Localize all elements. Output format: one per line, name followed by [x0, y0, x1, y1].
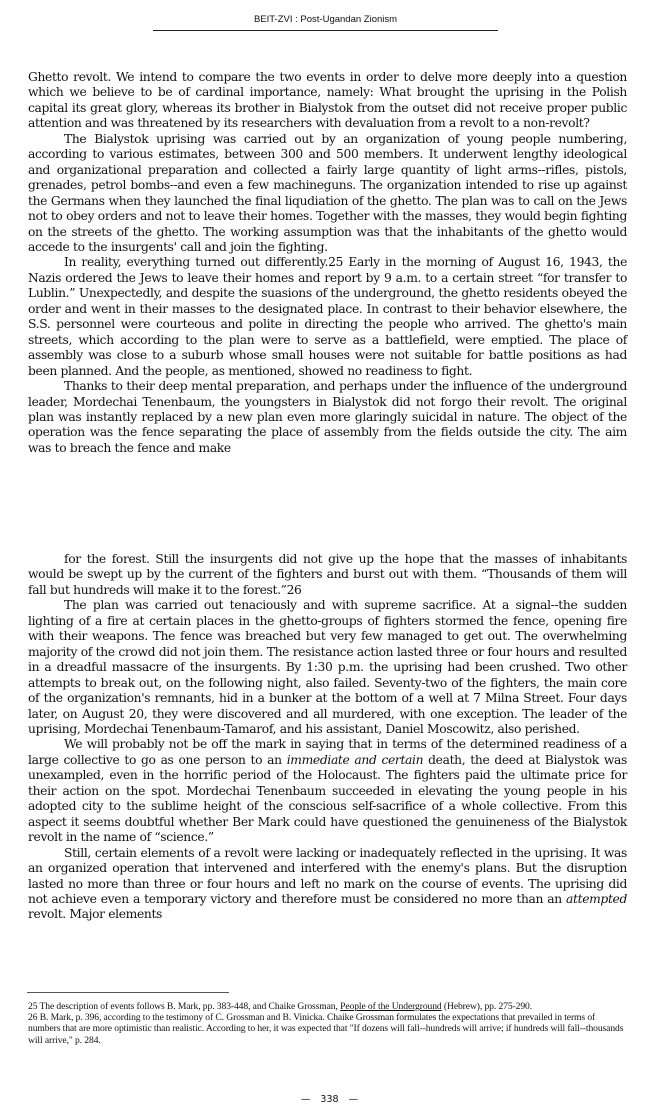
page-footer — [0, 1094, 659, 1105]
paragraph-text: Still, certain elements of a revolt were lacking or inadequately reflected in the uprising. It was an organized operation that intervened and interfered with the enemy's plans. But the disruption lasted no more than three or four hours and left no mark on the course of events. The uprising did not achieve even a temporary victory and therefore must be considered no more than an — [28, 845, 627, 906]
footnotes — [28, 1001, 627, 1046]
body-text-block-1 — [28, 70, 627, 456]
paragraph: The Bialystok uprising was carried out by an organization of young people numbering, according to various estimates, between 300 and 500 members. It underwent lengthy ideological and organizational preparation and collected a fairly large quantity of light arms--rifles, pistols, grenades, petrol bombs--and even a few machineguns. The organization intended to rise up against the Germans when they launched the final liqudiation of the ghetto. The plan was to call on the Jews not to obey orders and not to leave their homes. Together with the masses, they would begin fighting on the streets of the ghetto. The working assumption was that the inhabitants of the ghetto would accede to the insurgents' call and join the fighting. — [28, 131, 627, 254]
body-text-block-2 — [28, 552, 627, 923]
running-header-title: BEIT-ZVI : Post-Ugandan Zionism — [253, 14, 398, 25]
footnote-26: 26 B. Mark, p. 396, according to the testimony of C. Grossman and B. Vinicka. Chaike Grossman formulates the expectations that prevailed in terms of numbers that are more optimistic than realistic. According to her, it was expected that "If dozens will fall--hundreds will arrive; if hundreds will fall--thousands will arrive," p. 284. — [28, 1012, 624, 1046]
footnote-separator — [27, 992, 229, 993]
dash-left: — — [300, 1094, 311, 1105]
paragraph — [28, 737, 627, 845]
paragraph: Ghetto revolt. We intend to compare the two events in order to delve more deeply into a question which we believe to be of cardinal importance, namely: What brought the uprising in the Polish capital its great glory, whereas its brother in Bialystok from the outset did not receive proper public attention and was threatened by its researchers with devaluation from a revolt to a non-revolt? — [28, 70, 627, 131]
paragraph: In reality, everything turned out differently.25 Early in the morning of August 16, 1943, the Nazis ordered the Jews to leave their homes and report by 9 a.m. to a certain street “for transfer to Lublin.” Unexpectedly, and despite the suasions of the underground, the ghetto residents obeyed the order and went in their masses to the designated place. In contrast to their behavior elsewhere, the S.S. personnel were courteous and polite in directing the people who arrived. The ghetto's main streets, which according to the plan were to serve as a battlefield, were emptied. The place of assembly was close to a suburb whose small houses were not suitable for battle positions as had been planned. And the people, as mentioned, showed no readiness to fight. — [28, 255, 627, 378]
paragraph-text: death, the deed at Bialystok was unexampled, even in the horrific period of the Holocaust. The fighters paid the ultimate price for their action on the spot. Mordechai Tenenbaum succeeded in elevating the young people in his adopted city to the sublime height of the conscious self-sacrifice of a whole collective. From this aspect it seems doubtful whether Ber Mark could have questioned the genuineness of the Bialystok revolt in the name of “science.” — [28, 752, 627, 845]
paragraph-text: We will probably not be off the mark in saying that in terms of the determined readiness of a large collective to go as one person to an — [28, 737, 627, 767]
header-rule — [153, 30, 498, 31]
footnote-text: 25 The description of events follows B. Mark, pp. 383-448, and Chaike Grossman, — [28, 1001, 341, 1012]
page-number: 338 — [320, 1094, 339, 1105]
book-title: People of the Underground — [340, 1001, 442, 1012]
paragraph-text: revolt. Major elements — [28, 907, 163, 922]
paragraph: Thanks to their deep mental preparation, and perhaps under the influence of the underground leader, Mordechai Tenenbaum, the youngsters in Bialystok did not forgo their revolt. The original plan was instantly replaced by a new plan even more glaringly suicidal in nature. The object of the operation was the fence separating the place of assembly from the fields outside the city. The aim was to breach the fence and make — [28, 379, 627, 455]
paragraph — [28, 846, 627, 923]
paragraph: for the forest. Still the insurgents did not give up the hope that the masses of inhabitants would be swept up by the current of the fighters and burst out with them. “Thousands of them will fall but hundreds will make it to the forest.”26 — [28, 552, 627, 597]
footnote-text: (Hebrew), pp. 275-290. — [441, 1001, 533, 1012]
footnote-25 — [28, 1001, 627, 1012]
emphasis-text: immediate and certain — [286, 752, 424, 767]
emphasis-text: attempted — [566, 891, 627, 906]
paragraph: The plan was carried out tenaciously and with supreme sacrifice. At a signal--the sudden lighting of a fire at certain places in the ghetto-groups of fighters stormed the fence, opening fire with their weapons. The fence was breached but very few managed to get out. The overwhelming majority of the crowd did not join them. The resistance action lasted three or four hours and resulted in a dreadful massacre of the insurgents. By 1:30 p.m. the uprising had been crushed. Two other attempts to break out, on the following night, also failed. Seventy-two of the fighters, the main core of the organization's remnants, hid in a bunker at the bottom of a well at 7 Milna Street. Four days later, on August 20, they were discovered and all murdered, with one exception. The leader of the uprising, Mordechai Tenenbaum-Tamarof, and his assistant, Daniel Moscowitz, also perished. — [28, 598, 627, 736]
dash-right: — — [348, 1094, 359, 1105]
